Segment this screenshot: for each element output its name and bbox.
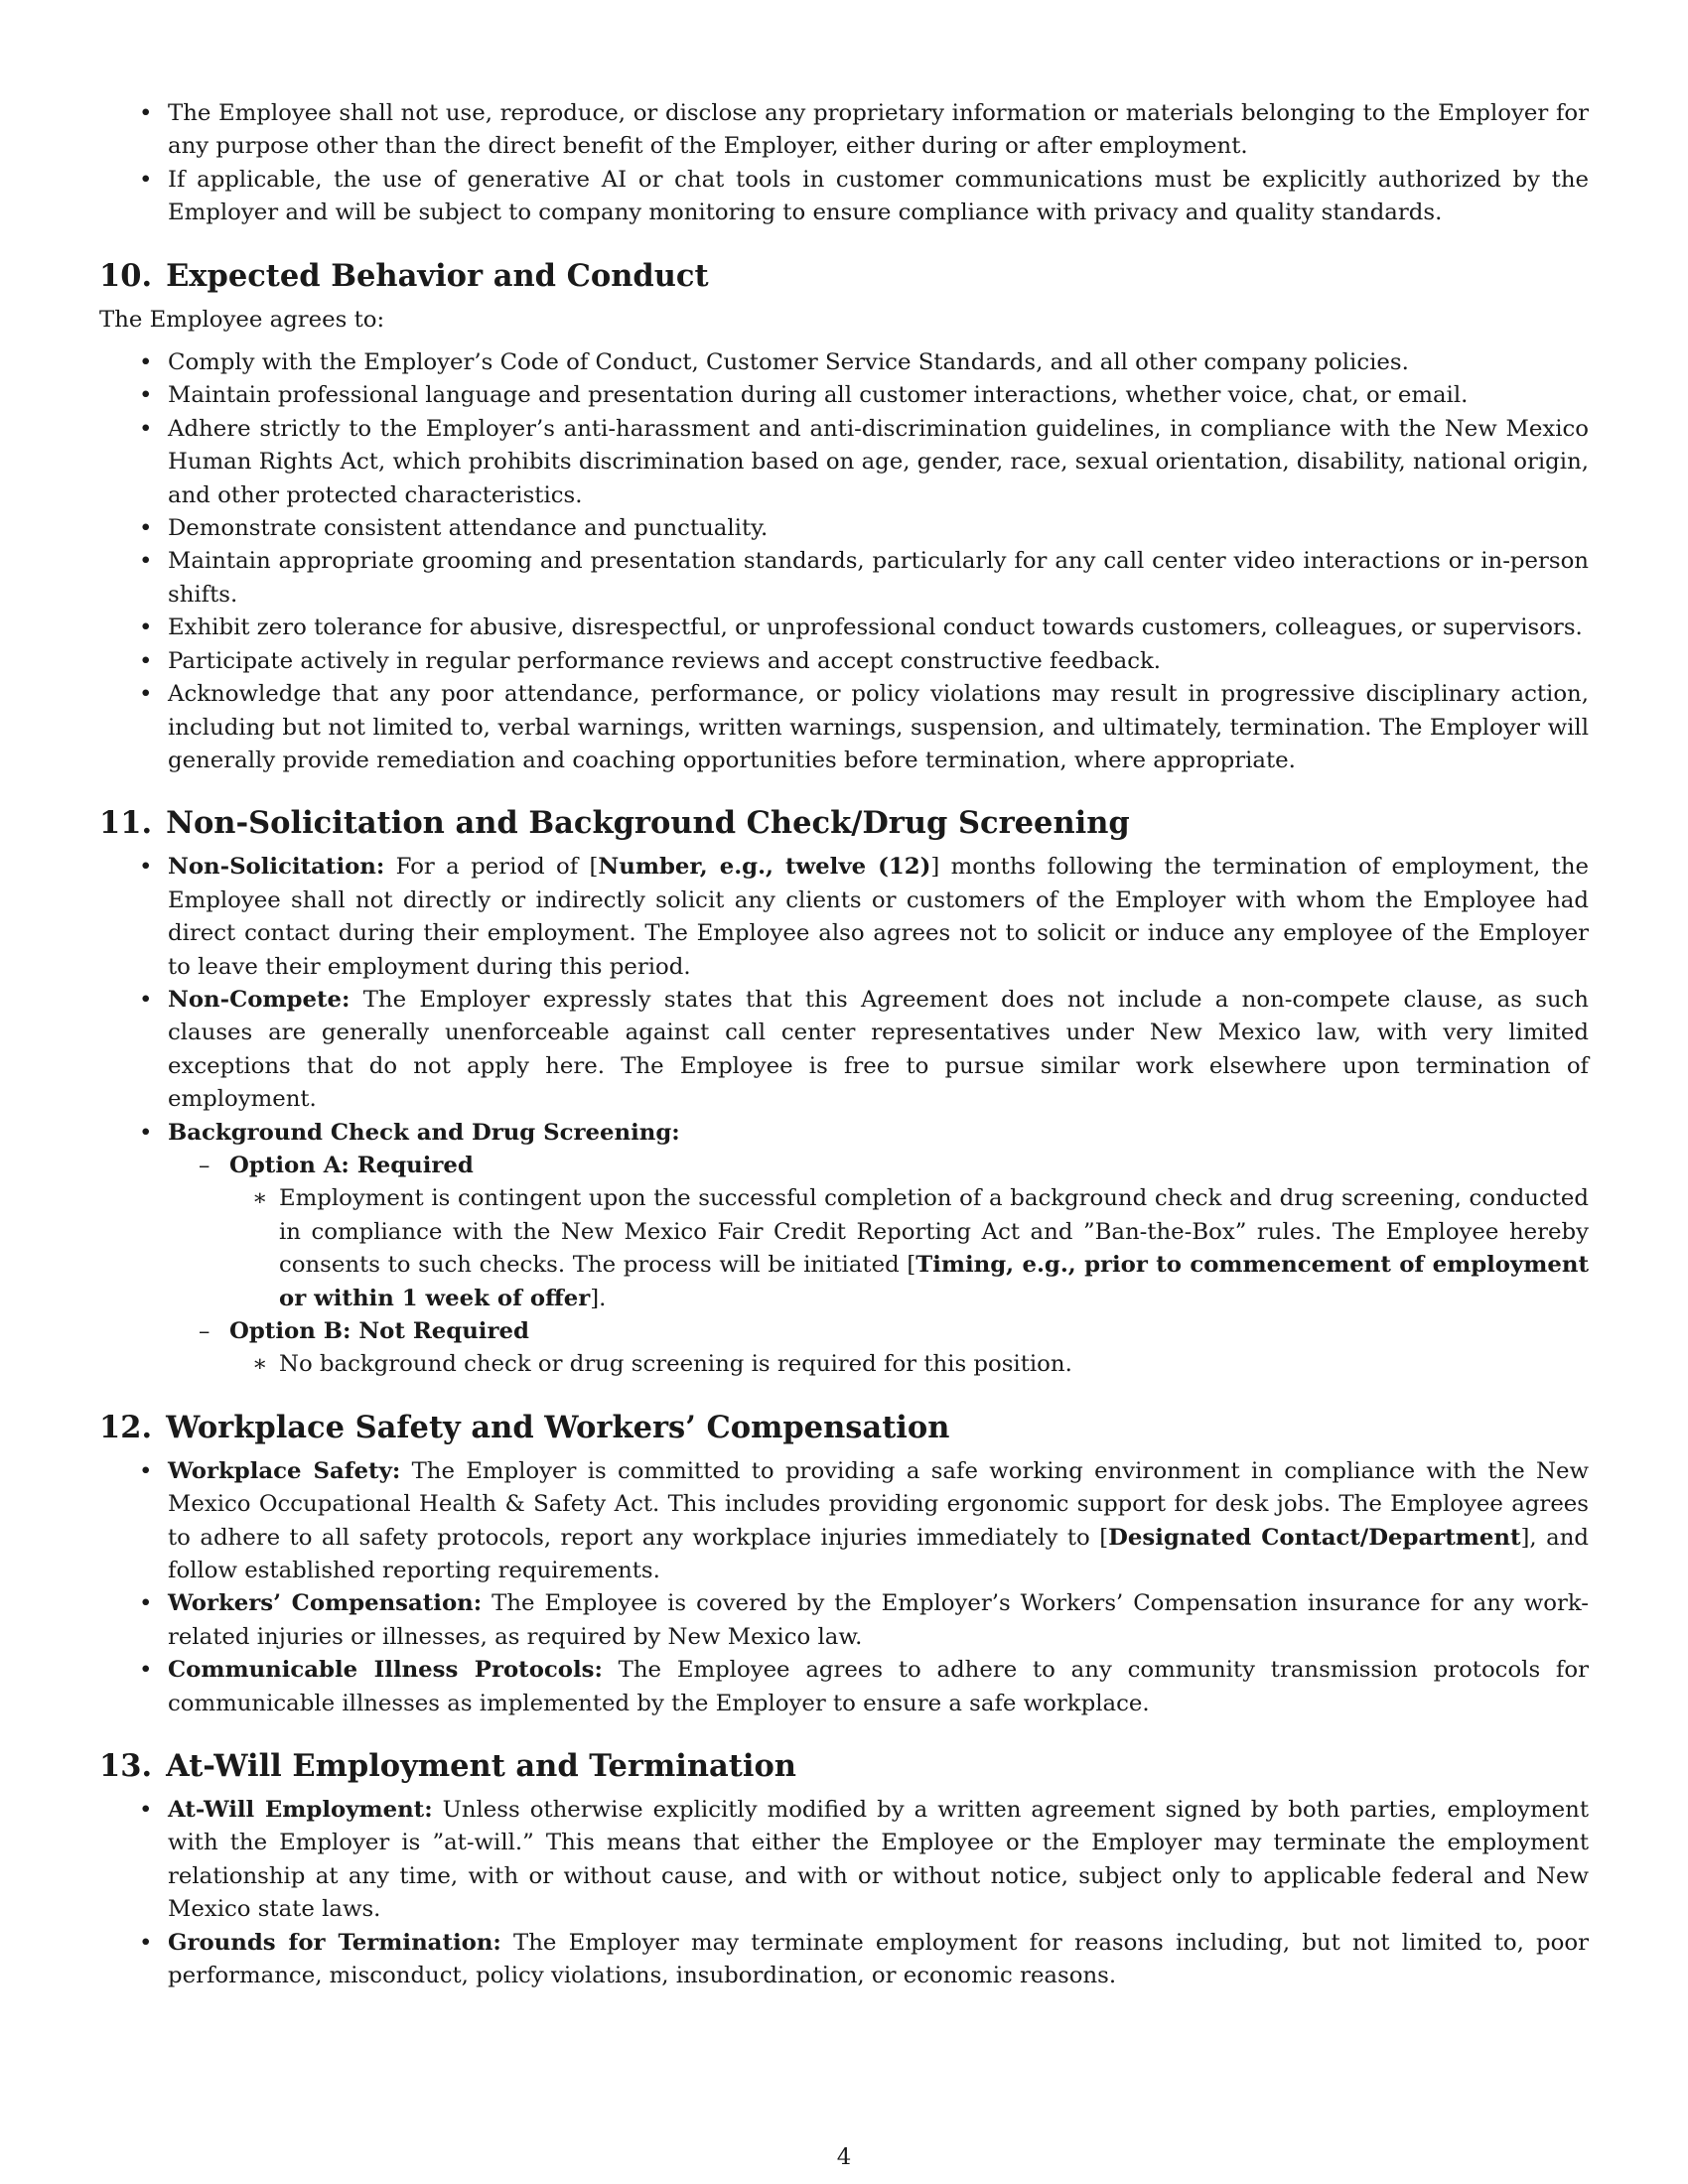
option-list: [168, 1150, 1589, 1382]
list-item: • Maintain professional language and presentation during all customer interactions, whether voice, chat, or email.: [139, 382, 1469, 409]
option-detail-list: [99, 1348, 1589, 1381]
safety-list: [99, 1455, 1589, 1720]
list-item: • Participate actively in regular performance reviews and accept constructive feedback.: [139, 647, 1162, 674]
list-item: • Acknowledge that any poor attendance, performance, or policy violations may result in progressive disciplinary action, including but not limited to, verbal warnings, written warnings, suspension, and ultimately, termination. The Employer will generally provide remediation and coaching opportunities before termination, where appropriate.: [139, 681, 1589, 773]
list-item: ∗ No background check or drug screening is required for this position.: [252, 1351, 1072, 1378]
section-heading: 11. Non-Solicitation and Background Check/Drug Screening: [99, 805, 1130, 842]
list-item: • Grounds for Termination: The Employer may terminate employment for reasons including, but not limited to, poor performance, misconduct, policy violations, insubordination, or economic reasons.: [139, 1929, 1589, 1989]
list-item: • Demonstrate consistent attendance and punctuality.: [139, 515, 769, 542]
list-item: ∗ Employment is contingent upon the successful completion of a background check and drug screening, conducted in compliance with the New Mexico Fair Credit Reporting Act and ”Ban-the-Box” rules. The Employee hereby consents to such checks. The process will be initiated [Timing, e.g., prior to commencement of employment or within 1 week of offer].: [252, 1185, 1589, 1311]
option-item: – Option A: Required ∗ Employment is contingent upon the successful completion of a background check and drug screening, conducted in compliance with the New Mexico Fair Credit Reporting Act and ”Ban-the-Box” rules. The Employee hereby consents to such checks. The process will be initiated [Timing, e.g., prior to commencement of employment or within 1 week of offer].: [99, 1150, 1589, 1315]
list-item: • Workers’ Compensation: The Employee is covered by the Employer’s Workers’ Compensation insurance for any work-related injuries or illnesses, as required by New Mexico law.: [139, 1590, 1589, 1650]
list-item: • At-Will Employment: Unless otherwise explicitly modified by a written agreement signed by both parties, employment with the Employer is ”at-will.” This means that either the Employee or the Employer may terminate the employment relationship at any time, with or without cause, and with or without notice, subject only to applicable federal and New Mexico state laws.: [139, 1797, 1589, 1923]
list-item: • Workplace Safety: The Employer is committed to providing a safe working environment in compliance with the New Mexico Occupational Health & Safety Act. This includes providing ergonomic support for desk jobs. The Employee agrees to adhere to all safety protocols, report any workplace injuries immediately to [Designated Contact/Department], and follow established reporting requirements.: [139, 1457, 1589, 1584]
document-page: [99, 97, 1589, 1993]
section-11: [99, 803, 1589, 1382]
option-item: – Option B: Not Required ∗ No background check or drug screening is required for this position.: [99, 1315, 1589, 1382]
top-list: [99, 97, 1589, 230]
solicitation-list: [99, 851, 1589, 1382]
list-item: • Exhibit zero tolerance for abusive, disrespectful, or unprofessional conduct towards customers, colleagues, or supervisors.: [139, 614, 1583, 641]
list-item: • Background Check and Drug Screening: – Option A: Required ∗ Employment is contingent upon the successful completion of a background check and drug screening, conducted in compliance with the New Mexico Fair Credit Reporting Act and ”Ban-the-Box” rules. The Employee hereby consents to such checks. The process will be initiated [Timing, e.g., prior to commencement of employment or within 1 week of offer]. – Option B: Not Required ∗ No background check or drug screening is required for this position.: [99, 1117, 1589, 1382]
option-detail-list: [99, 1182, 1589, 1315]
list-item: • If applicable, the use of generative AI or chat tools in customer communications must be explicitly authorized by the Employer and will be subject to company monitoring to ensure compliance with privacy and quality standards.: [139, 166, 1589, 226]
list-item: • Adhere strictly to the Employer’s anti-harassment and anti-discrimination guidelines, in compliance with the New Mexico Human Rights Act, which prohibits discrimination based on age, gender, race, sexual orientation, disability, national origin, and other protected characteristics.: [139, 415, 1589, 508]
section-12: [99, 1408, 1589, 1720]
list-item: • Communicable Illness Protocols: The Employee agrees to adhere to any community transmission protocols for communicable illnesses as implemented by the Employer to ensure a safe workplace.: [139, 1657, 1589, 1716]
termination-list: [99, 1794, 1589, 1992]
section-heading: 10. Expected Behavior and Conduct: [99, 257, 709, 294]
section-heading: 12. Workplace Safety and Workers’ Compensation: [99, 1409, 950, 1445]
list-item: • The Employee shall not use, reproduce, or disclose any proprietary information or materials belonging to the Employer for any purpose other than the direct benefit of the Employer, either during or after employment.: [139, 100, 1589, 160]
page-number: 4: [836, 2144, 852, 2170]
section-intro: The Employee agrees to:: [99, 306, 385, 333]
conduct-list: [99, 346, 1589, 777]
section-13: [99, 1746, 1589, 1992]
section-10: [99, 256, 1589, 778]
section-heading: 13. At-Will Employment and Termination: [99, 1748, 796, 1785]
list-item: • Maintain appropriate grooming and presentation standards, particularly for any call center video interactions or in-person shifts.: [139, 548, 1589, 608]
list-item: • Comply with the Employer’s Code of Conduct, Customer Service Standards, and all other company policies.: [139, 349, 1409, 376]
list-item: • Non-Solicitation: For a period of [Number, e.g., twelve (12)] months following the termination of employment, the Employee shall not directly or indirectly solicit any clients or customers of the Employer with whom the Employee had direct contact during their employment. The Employee also agrees not to solicit or induce any employee of the Employer to leave their employment during this period.: [139, 854, 1589, 980]
list-item: • Non-Compete: The Employer expressly states that this Agreement does not include a non-compete clause, as such clauses are generally unenforceable against call center representatives under New Mexico law, with very limited exceptions that do not apply here. The Employee is free to pursue similar work elsewhere upon termination of employment.: [139, 986, 1589, 1113]
